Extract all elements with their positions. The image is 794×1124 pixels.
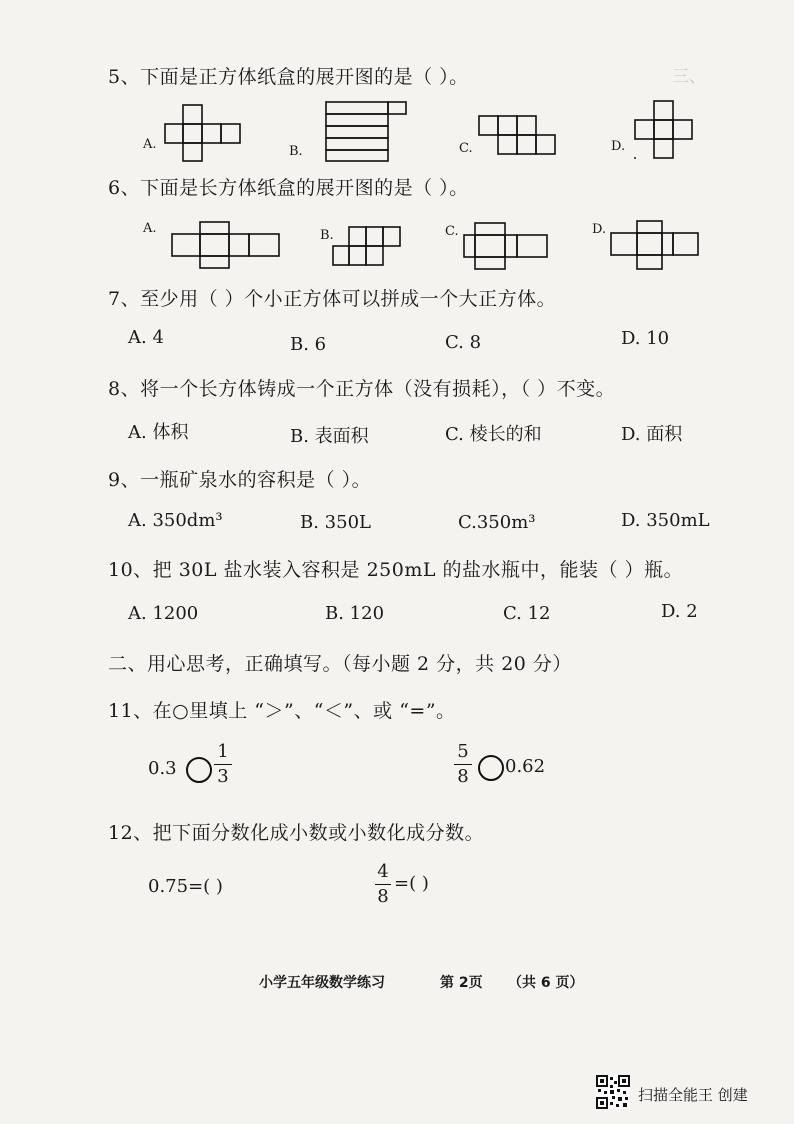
q8-option-c: C. 棱长的和 xyxy=(445,424,542,445)
q6-option-d-label: D. xyxy=(592,222,607,237)
q11-right-fraction-denominator: 8 xyxy=(457,766,469,787)
q6-option-c-net xyxy=(463,222,553,276)
question-6: 6、下面是长方体纸盒的展开图的是（ ）。 xyxy=(108,177,469,199)
q11-left-fraction-numerator: 1 xyxy=(217,741,229,762)
question-5: 5、下面是正方体纸盒的展开图的是（ ）。 xyxy=(108,66,469,88)
footer-title: 小学五年级数学练习 xyxy=(259,975,385,991)
q6-option-a-label: A. xyxy=(143,221,157,236)
q12-right-fraction xyxy=(375,861,391,908)
q6-option-c-label: C. xyxy=(445,224,459,239)
q11-left-value: 0.3 xyxy=(148,758,177,779)
q5-option-c-label: C. xyxy=(459,141,473,156)
q10-option-d: D. 2 xyxy=(661,601,698,622)
question-7: 7、至少用（ ）个小正方体可以拼成一个大正方体。 xyxy=(108,288,557,310)
q11-right-fraction-numerator: 5 xyxy=(457,741,469,762)
q8-option-d: D. 面积 xyxy=(621,424,683,445)
q11-compare-circle-right[interactable] xyxy=(478,755,504,781)
q5-option-b-net xyxy=(325,101,411,167)
q9-option-c: C.350m³ xyxy=(458,512,536,533)
q11-left-fraction xyxy=(214,741,232,788)
q11-right-fraction xyxy=(454,741,472,788)
q6-option-a-net xyxy=(171,221,283,275)
q12-right-fraction-numerator: 4 xyxy=(377,861,389,882)
q8-option-b: B. 表面积 xyxy=(290,426,369,447)
q6-option-b-net xyxy=(332,226,406,272)
q5-option-a-net xyxy=(164,104,244,168)
question-11: 11、在○里填上 “＞”、“＜”、或 “=”。 xyxy=(108,700,456,722)
q5-option-a-label: A. xyxy=(143,137,157,152)
q5-option-d-net xyxy=(634,100,696,170)
q6-option-b-label: B. xyxy=(320,228,334,243)
q8-option-a: A. 体积 xyxy=(128,422,189,443)
q7-option-d: D. 10 xyxy=(621,328,670,349)
q10-option-b: B. 120 xyxy=(325,603,385,624)
question-10: 10、把 30L 盐水装入容积是 250mL 的盐水瓶中，能装（ ）瓶。 xyxy=(108,559,684,581)
q5-option-b-label: B. xyxy=(289,144,303,159)
bleed-through-text: 三、 xyxy=(672,67,706,87)
footer-page-total: （共 6 页） xyxy=(508,975,584,991)
footer-page-number: 第 2页 xyxy=(440,975,483,991)
q11-right-value: 0.62 xyxy=(505,756,546,777)
q12-left-expression: 0.75=( ) xyxy=(148,876,223,897)
q7-option-b: B. 6 xyxy=(290,334,327,355)
question-12: 12、把下面分数化成小数或小数化成分数。 xyxy=(108,822,485,844)
q7-option-c: C. 8 xyxy=(445,332,482,353)
q9-option-a: A. 350dm³ xyxy=(128,510,223,531)
q9-option-d: D. 350mL xyxy=(621,510,710,531)
scanner-watermark-label: 扫描全能王 创建 xyxy=(638,1086,748,1104)
question-8: 8、将一个长方体铸成一个正方体（没有损耗），（ ）不变。 xyxy=(108,378,616,400)
q6-option-d-net xyxy=(610,220,702,276)
qr-code-icon xyxy=(596,1075,630,1109)
section-2-title: 二、用心思考，正确填写。（每小题 2 分，共 20 分） xyxy=(108,653,572,675)
q10-option-a: A. 1200 xyxy=(128,603,199,624)
q9-option-b: B. 350L xyxy=(300,512,371,533)
question-9: 9、一瓶矿泉水的容积是（ ）。 xyxy=(108,469,372,491)
q7-option-a: A. 4 xyxy=(128,327,164,348)
q5-option-d-label: D. xyxy=(611,139,626,154)
q12-right-fraction-denominator: 8 xyxy=(377,886,389,907)
q11-compare-circle-left[interactable] xyxy=(186,757,212,783)
q12-right-expression: =( ) xyxy=(394,873,429,894)
q11-left-fraction-denominator: 3 xyxy=(217,766,229,787)
q10-option-c: C. 12 xyxy=(503,603,551,624)
q5-option-c-net xyxy=(478,110,560,162)
